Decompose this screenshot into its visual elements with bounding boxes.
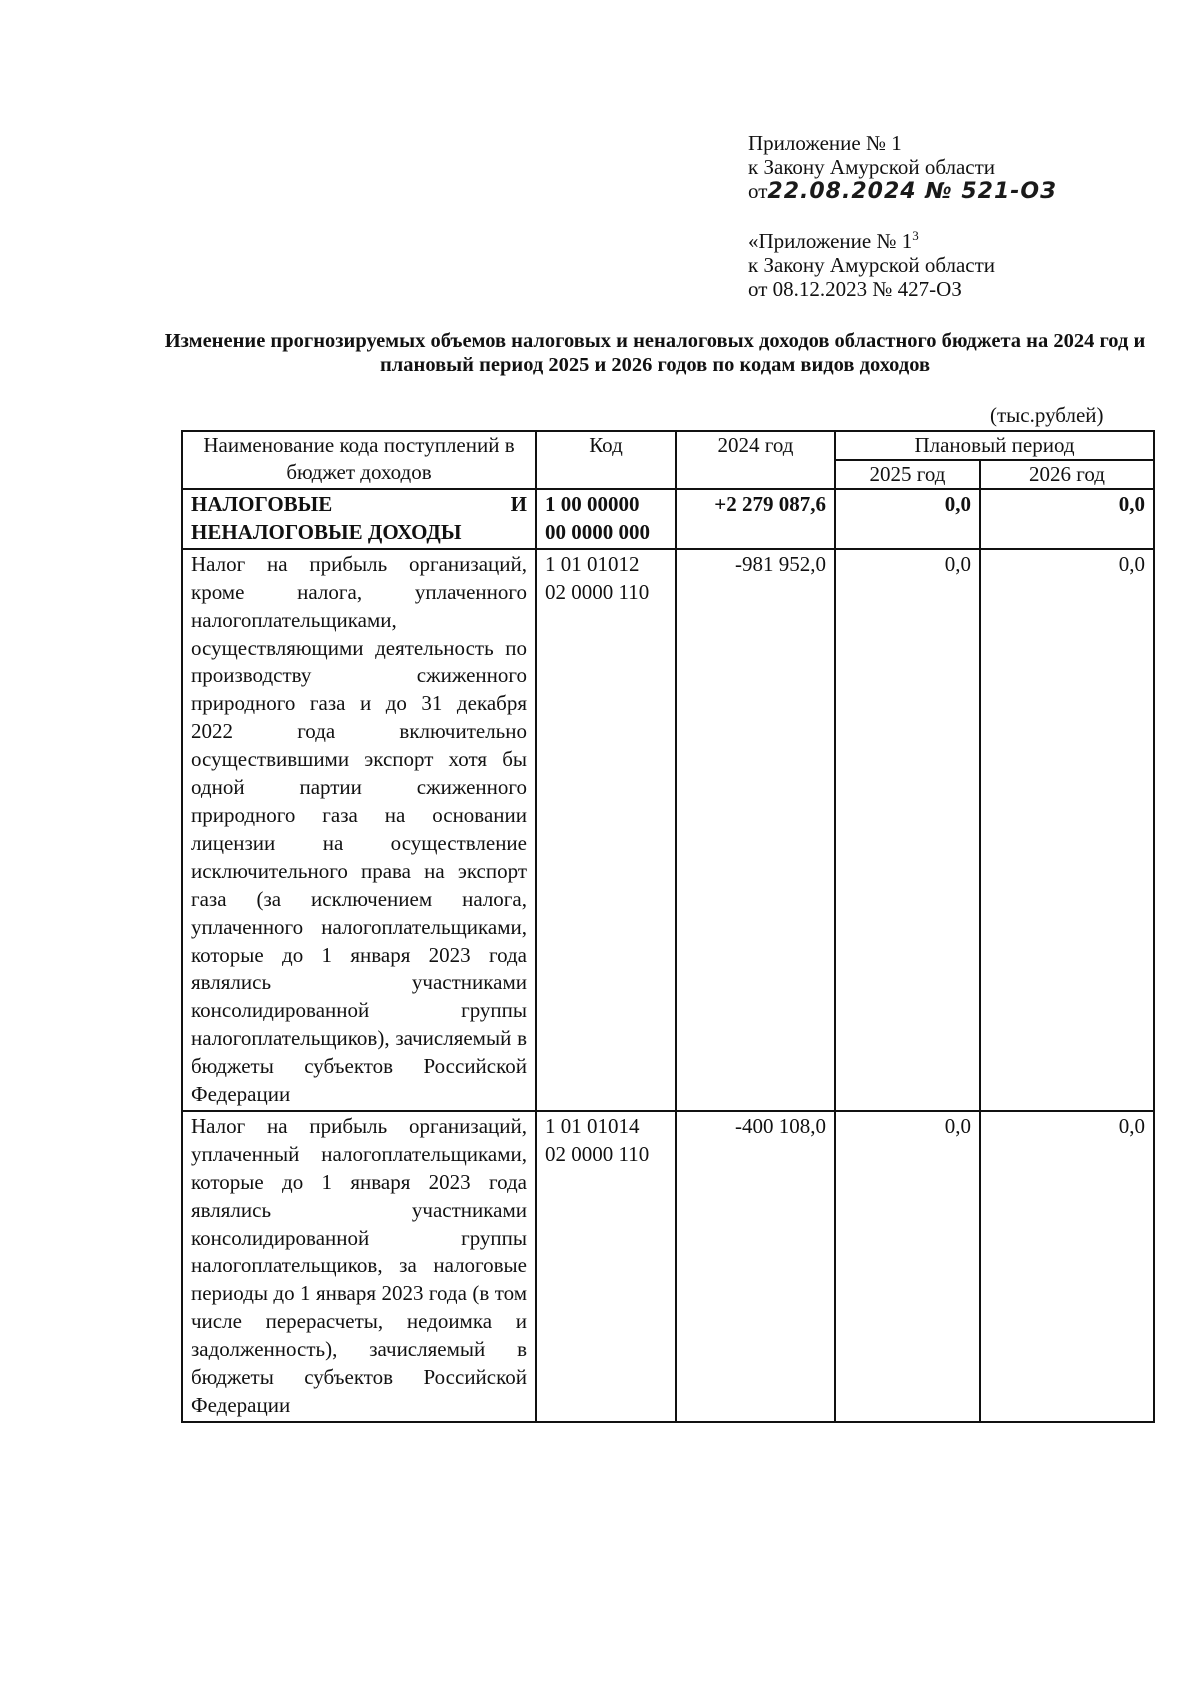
revenue-table bbox=[181, 430, 1155, 1423]
row-code-part-1: 1 00 00000 bbox=[545, 492, 640, 516]
header-2024: 2024 год bbox=[676, 431, 835, 489]
row-value-2026: 0,0 bbox=[980, 489, 1154, 549]
document-title: Изменение прогнозируемых объемов налоговых и неналоговых доходов областного бюджета на 2024 год и плановый период 2025 и 2026 годов по кодам видов доходов bbox=[164, 330, 1146, 376]
row-code-part-1: 1 01 01014 bbox=[545, 1113, 640, 1138]
attachment-line-2: к Закону Амурской области bbox=[748, 155, 996, 179]
header-2026: 2026 год bbox=[980, 460, 1154, 489]
header-code: Код bbox=[536, 431, 676, 489]
original-attachment-label: «Приложение № 1 bbox=[748, 229, 913, 253]
header-2025: 2025 год bbox=[835, 460, 980, 489]
row-name: Налог на прибыль организаций, уплаченный налогоплательщиками, которые до 1 января 2023 года являлись участниками консолидированной группы налогоплательщиков, за налоговые периоды до 1 января 2023 года (в том числе перерасчеты, недоимка и задолженность), зачисляемый в бюджеты субъектов Российской Федерации bbox=[182, 1111, 536, 1422]
row-value-2025: 0,0 bbox=[835, 1111, 980, 1422]
row-value-2024: -400 108,0 bbox=[676, 1111, 835, 1422]
row-value-2024: +2 279 087,6 bbox=[676, 489, 835, 549]
table-row bbox=[182, 489, 1154, 549]
row-value-2025: 0,0 bbox=[835, 549, 980, 1111]
row-code bbox=[536, 1111, 676, 1422]
header-row-1 bbox=[182, 431, 1154, 460]
row-code-part-1: 1 01 01012 bbox=[545, 551, 640, 576]
original-attachment-header bbox=[748, 229, 995, 301]
table-row bbox=[182, 1111, 1154, 1422]
original-attachment-line-1 bbox=[748, 229, 995, 253]
row-code-part-2: 00 0000 000 bbox=[545, 519, 650, 544]
row-value-2025: 0,0 bbox=[835, 489, 980, 549]
date-prefix: от bbox=[748, 179, 768, 203]
header-planned-period: Плановый период bbox=[835, 431, 1154, 460]
row-name: НАЛОГОВЫЕ И НЕНАЛОГОВЫЕ ДОХОДЫ bbox=[182, 489, 536, 549]
original-attachment-line-2: к Закону Амурской области bbox=[748, 253, 996, 277]
attachment-header bbox=[748, 131, 1057, 204]
row-value-2026: 0,0 bbox=[980, 1111, 1154, 1422]
attachment-superscript: 3 bbox=[912, 228, 919, 243]
row-code bbox=[536, 489, 676, 549]
row-code bbox=[536, 549, 676, 1111]
table-row bbox=[182, 549, 1154, 1111]
row-value-2026: 0,0 bbox=[980, 549, 1154, 1111]
handwritten-date-number: 22.08.2024 № 521-ОЗ bbox=[767, 179, 1057, 204]
header-name: Наименование кода поступлений в бюджет доходов bbox=[182, 431, 536, 489]
row-name: Налог на прибыль организаций, кроме налога, уплаченного налогоплательщиками, осуществляющими деятельность по производству сжиженного природного газа и до 31 декабря 2022 года включительно осуществившими экспорт хотя бы одной партии сжиженного природного газа на основании лицензии на осуществление исключительного права на экспорт газа (за исключением налога, уплаченного налогоплательщиками, которые до 1 января 2023 года являлись участниками консолидированной группы налогоплательщиков), зачисляемый в бюджеты субъектов Российской Федерации bbox=[182, 549, 536, 1111]
row-code-part-2: 02 0000 110 bbox=[545, 579, 650, 604]
attachment-line-3 bbox=[748, 179, 1057, 204]
attachment-line-1: Приложение № 1 bbox=[748, 131, 902, 155]
row-code-part-2: 02 0000 110 bbox=[545, 1141, 650, 1166]
row-value-2024: -981 952,0 bbox=[676, 549, 835, 1111]
units-label: (тыс.рублей) bbox=[990, 403, 1104, 427]
original-attachment-line-3: от 08.12.2023 № 427-ОЗ bbox=[748, 277, 962, 301]
